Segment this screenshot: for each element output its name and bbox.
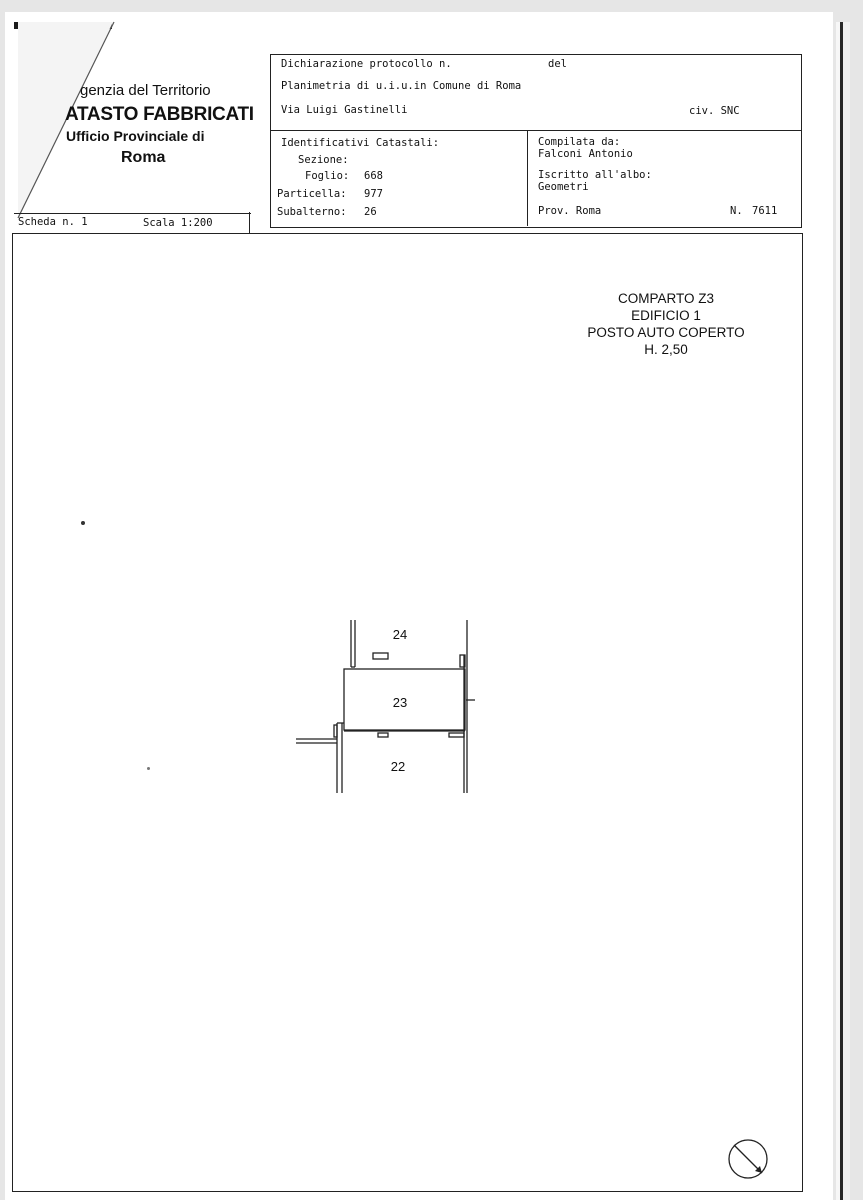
north-arrow-icon bbox=[725, 1136, 771, 1182]
plan-title-line-3: POSTO AUTO COPERTO bbox=[587, 325, 745, 340]
albo-label: Iscritto all'albo: bbox=[538, 169, 652, 181]
plan-title-block bbox=[566, 290, 766, 358]
subalterno-value: 26 bbox=[364, 206, 377, 218]
scheda-label: Scheda n. 1 bbox=[18, 216, 88, 228]
plan-title-line-2: EDIFICIO 1 bbox=[631, 308, 701, 323]
sezione-label: Sezione: bbox=[298, 154, 349, 166]
plan-title-line-4: H. 2,50 bbox=[644, 342, 688, 357]
plan-title-line-1: COMPARTO Z3 bbox=[617, 291, 715, 306]
number-value: 7611 bbox=[752, 205, 778, 217]
agency-line: genzia del Territorio bbox=[80, 82, 211, 99]
subalterno-label: Subalterno: bbox=[277, 206, 347, 218]
protocol-del: del bbox=[548, 58, 567, 70]
albo-value: Geometri bbox=[538, 181, 589, 193]
particella-label: Particella: bbox=[277, 188, 347, 200]
unit-label-22: 22 bbox=[390, 759, 406, 774]
civic-label: civ. SNC bbox=[689, 105, 740, 117]
office-line: Ufficio Provinciale di bbox=[66, 128, 205, 144]
floor-plan bbox=[290, 615, 490, 800]
compiled-name: Falconi Antonio bbox=[538, 148, 633, 160]
sheet-edge bbox=[836, 22, 850, 1200]
scan-speck bbox=[81, 521, 85, 525]
street-label: Via Luigi Gastinelli bbox=[281, 104, 408, 116]
scan-speck bbox=[147, 767, 150, 770]
scheda-rule-top bbox=[14, 213, 251, 214]
number-label: N. bbox=[730, 205, 743, 217]
plan-label: Planimetria di u.i.u.in Comune di Roma bbox=[281, 80, 522, 92]
unit-label-23: 23 bbox=[392, 695, 408, 710]
header-column-divider bbox=[527, 130, 528, 226]
registry-title: ATASTO FABBRICATI bbox=[65, 104, 254, 125]
foglio-value: 668 bbox=[364, 170, 383, 182]
particella-value: 977 bbox=[364, 188, 383, 200]
foglio-label: Foglio: bbox=[305, 170, 350, 182]
prov-label: Prov. Roma bbox=[538, 205, 602, 217]
compiled-label: Compilata da: bbox=[538, 136, 621, 148]
header-left-rule bbox=[249, 212, 250, 234]
protocol-label: Dichiarazione protocollo n. bbox=[281, 58, 452, 70]
header-divider bbox=[270, 130, 801, 131]
identifiers-label: Identificativi Catastali: bbox=[281, 137, 440, 149]
scala-label: Scala 1:200 bbox=[143, 217, 213, 229]
unit-label-24: 24 bbox=[392, 627, 408, 642]
office-city: Roma bbox=[121, 149, 166, 166]
